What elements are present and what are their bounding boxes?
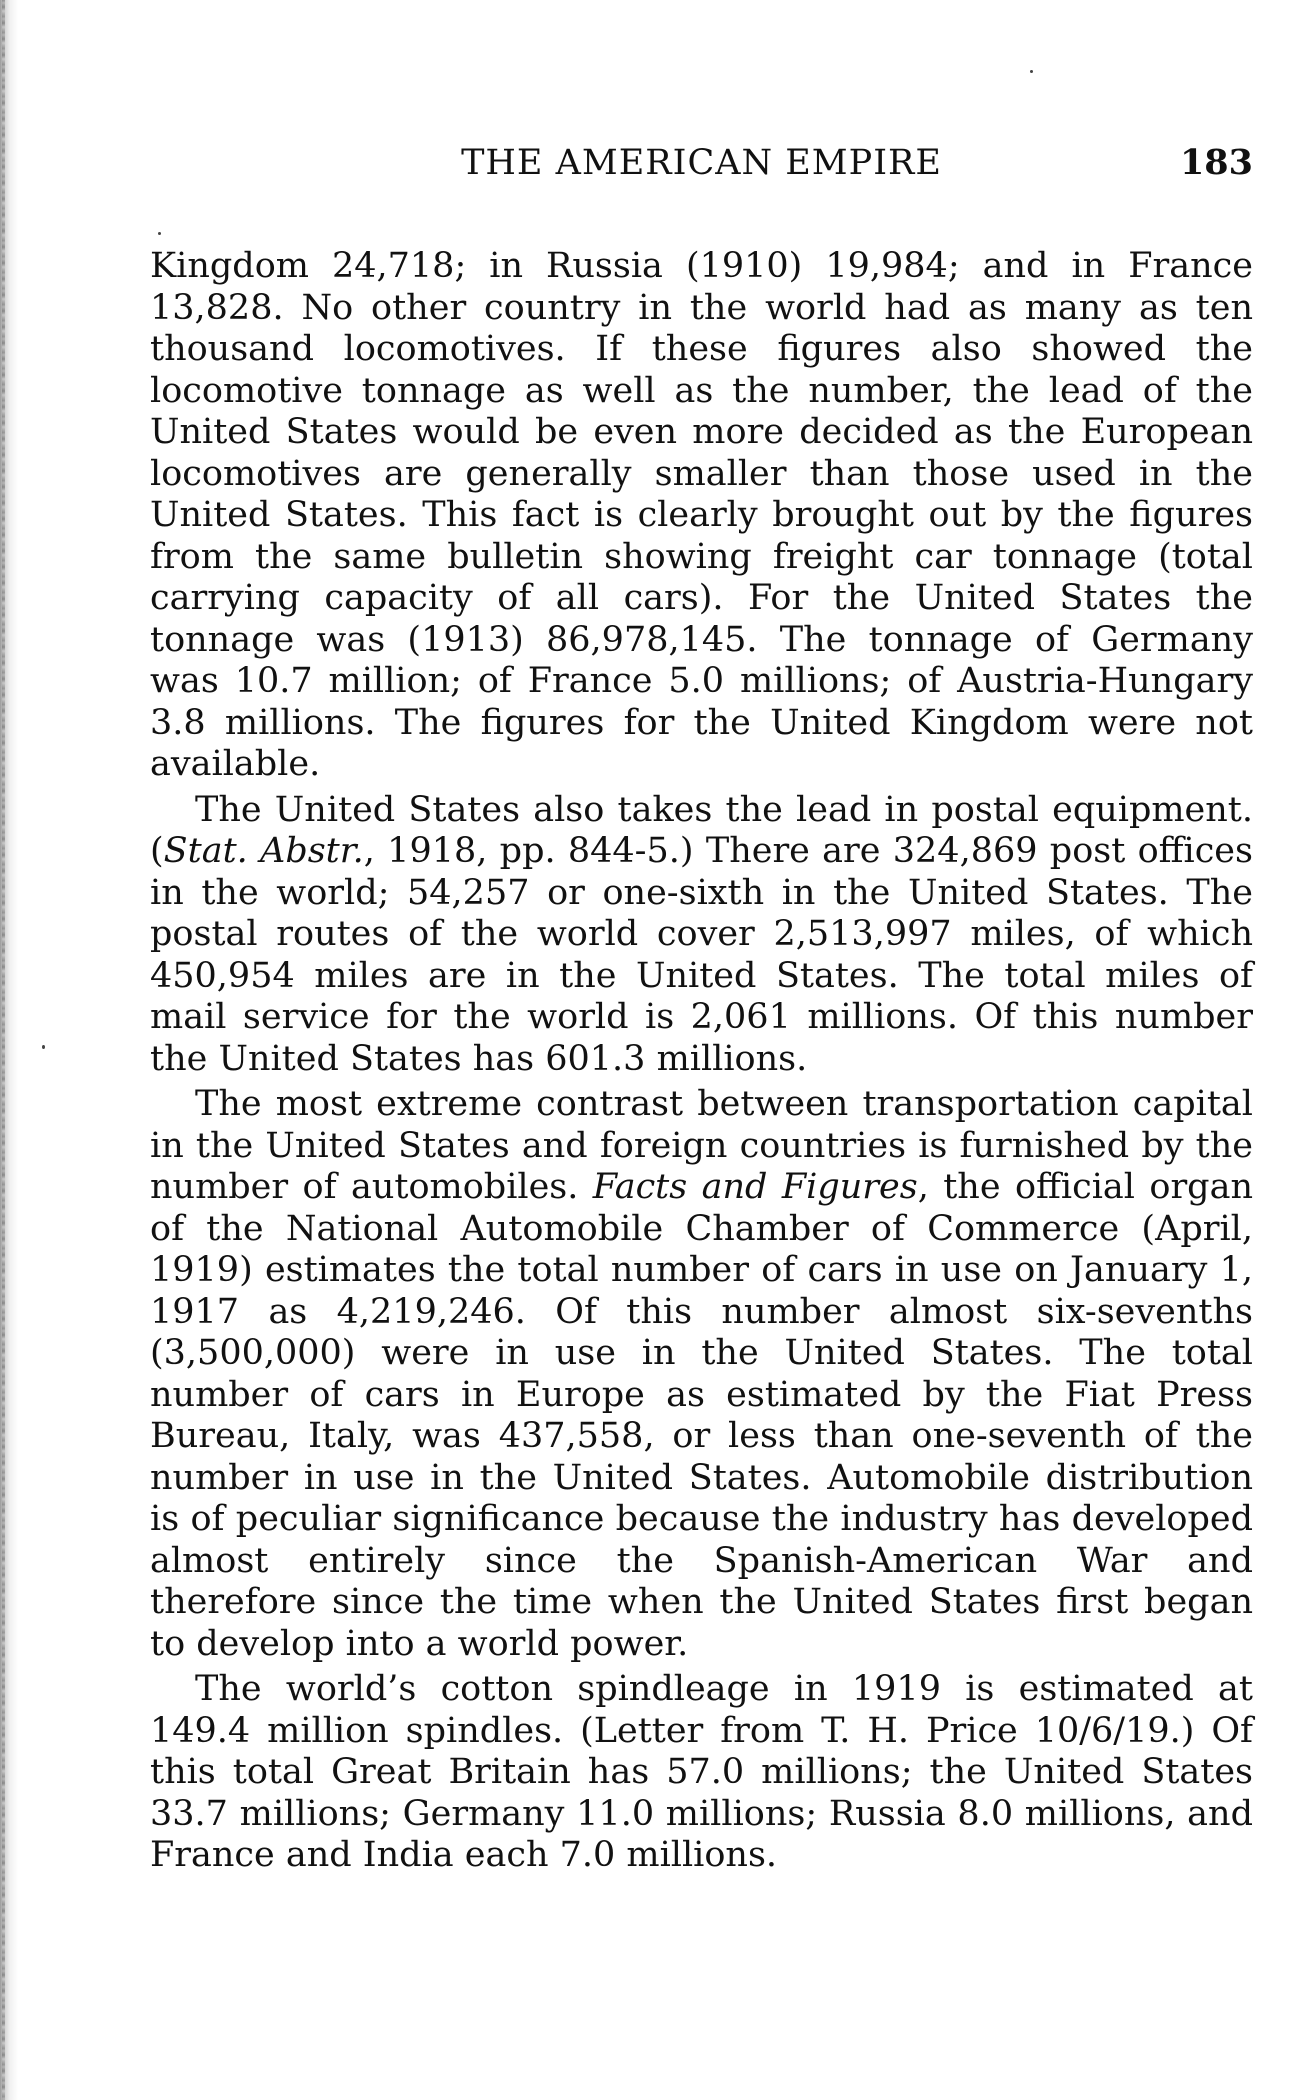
paragraph-text: The most extreme contrast between transportation capital in the United States and foreign countries is furnished by the number of automobiles.	[150, 1084, 1253, 1207]
scan-speck	[1030, 70, 1033, 73]
page-body	[150, 246, 1253, 1877]
paragraph-postal	[150, 790, 1253, 1081]
paragraph-cotton: The world’s cotton spindleage in 1919 is estimated at 149.4 million spindles. (Letter from T. H. Price 10/6/19.) Of this total Great Britain has 57.0 millions; the United States 33.7 millions; Germany 11.0 millions; Russia 8.0 millions, and France and India each 7.0 millions.	[150, 1669, 1253, 1875]
scan-speck	[158, 232, 161, 235]
paragraph-automobiles	[150, 1084, 1253, 1665]
citation: Facts and Figures	[592, 1167, 918, 1207]
page-header	[150, 138, 1253, 188]
paragraph-text: , the official organ of the National Automobile Chamber of Commerce (April, 1919) estimates the total number of cars in use on January 1, 1917 as 4,219,246. Of this number almost six-sevenths (3,500,000) were in use in the United States. The total number of cars in Europe as estimated by the Fiat Press Bureau, Italy, was 437,558, or less than one-seventh of the number in use in the United States. Automobile distribution is of peculiar significance because the industry has developed almost entirely since the Spanish-American War and therefore since the time when the United States first began to develop into a world power.	[150, 1167, 1253, 1664]
paragraph-text: , 1918, pp. 844-5.) There are 324,869 post offices in the world; 54,257 or one-sixth in the United States. The postal routes of the world cover 2,513,997 miles, of which 450,954 miles are in the United States. The total miles of mail service for the world is 2,061 millions. Of this number the United States has 601.3 millions.	[150, 831, 1253, 1079]
paragraph-locomotives: Kingdom 24,718; in Russia (1910) 19,984; and in France 13,828. No other country in the world had as many as ten thousand locomotives. If these figures also showed the locomotive tonnage as well as the number, the lead of the United States would be even more decided as the European locomotives are generally smaller than those used in the United States. This fact is clearly brought out by the figures from the same bulletin showing freight car tonnage (total carrying capacity of all cars). For the United States the tonnage was (1913) 86,978,145. The tonnage of Germany was 10.7 million; of France 5.0 millions; of Austria-Hungary 3.8 millions. The figures for the United Kingdom were not available.	[150, 246, 1253, 784]
scanned-page-edge	[0, 0, 18, 2100]
citation: Stat. Abstr.	[163, 831, 364, 871]
scan-speck	[42, 1045, 45, 1049]
running-title: THE AMERICAN EMPIRE	[461, 143, 942, 183]
paragraph-text: The United States also takes the lead in postal equipment. (	[150, 789, 1253, 871]
page-number: 183	[1179, 142, 1253, 183]
